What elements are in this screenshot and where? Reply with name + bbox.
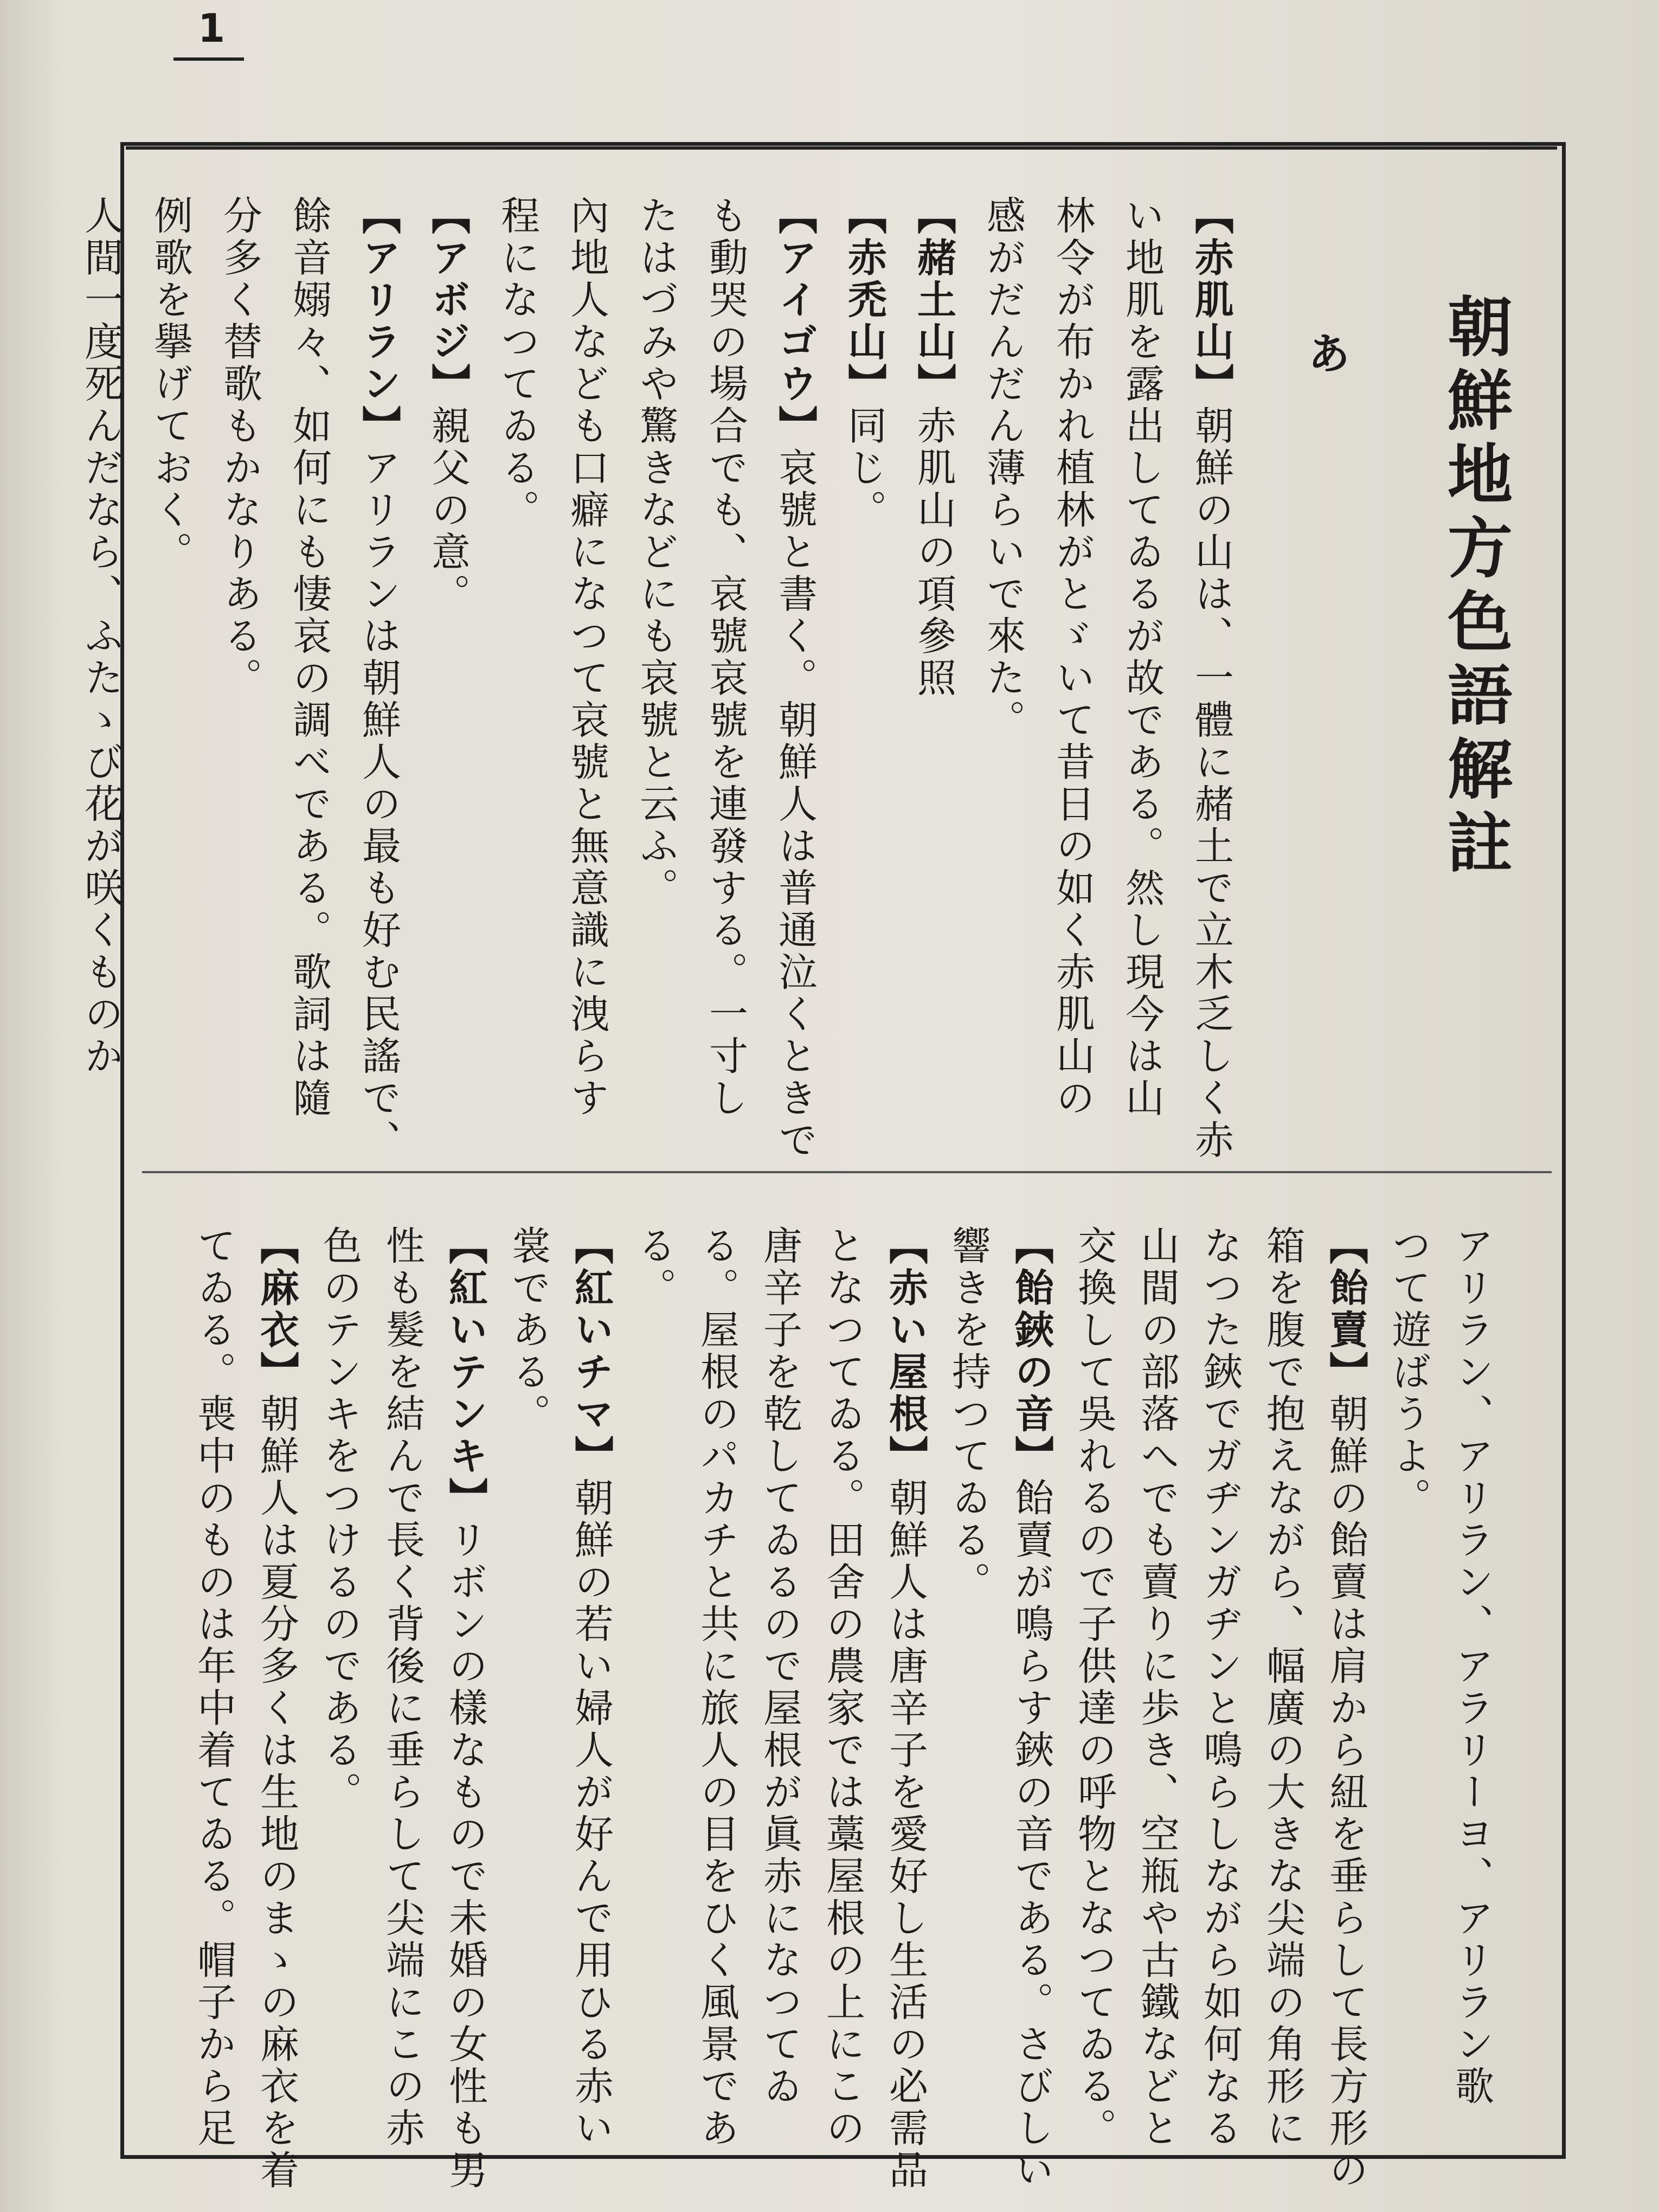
entry-text: 感がだんだん薄らいで來た。	[980, 195, 1026, 742]
entry-text: 餘音嫋々、如何にも悽哀の調べである。歌詞は隨	[286, 195, 332, 1120]
entry-text: 朝鮮の飴賣は肩から紐を垂らして長方形の	[1323, 1393, 1368, 2192]
entry-text: 裳である。	[505, 1225, 551, 1436]
text-column	[772, 195, 818, 1162]
text-column	[883, 1225, 928, 2192]
entry-text: リボンの樣なもので未婚の女性も男	[442, 1519, 488, 2192]
text-column	[147, 195, 193, 574]
text-column	[317, 1225, 362, 1814]
entry-headword: 【アリラン】	[356, 195, 401, 447]
text-column	[286, 195, 332, 1120]
entry-text: 朝鮮人は唐辛子を愛好し生活の必需品	[883, 1477, 928, 2192]
entry-text: い地肌を露出してゐるが故である。然し現今は山	[1119, 195, 1165, 1120]
text-column	[1197, 1225, 1243, 2150]
text-column	[980, 195, 1026, 742]
entry-text: も動哭の場合でも、哀號哀號を連發する。一寸し	[703, 195, 748, 1120]
entry-text: 飴賣が鳴らす鋏の音である。さびしい	[1008, 1477, 1054, 2192]
text-column	[191, 1225, 236, 2150]
kana-heading: あ	[1300, 331, 1351, 374]
entry-text: つて遊ばうよ。	[1386, 1225, 1431, 1520]
text-column	[1323, 1225, 1368, 2192]
entry-text: 色のテンキをつけるのである。	[317, 1225, 362, 1814]
text-column	[694, 1225, 740, 2150]
entry-headword: 【赤肌山】	[1188, 195, 1234, 406]
entry-headword: 【紅いテンキ】	[442, 1225, 488, 1520]
entry-headword: 【アイゴウ】	[772, 195, 818, 447]
text-column	[703, 195, 748, 1120]
entry-text: 赤肌山の項參照	[911, 405, 956, 699]
entry-text: 林令が布かれ植林がとゞいて昔日の如く赤肌山の	[1050, 195, 1095, 1120]
text-column	[841, 195, 887, 531]
upper-section	[78, 163, 1540, 1162]
entry-headword: 【飴賣】	[1323, 1225, 1368, 1393]
entry-text: 響きを持つてゐる。	[946, 1225, 991, 1604]
page-number-rule	[173, 57, 244, 61]
text-column	[1071, 1225, 1117, 2150]
entry-text: なつた鋏でガヂンガヂンと鳴らしながら如何なる	[1197, 1225, 1243, 2150]
text-column	[564, 195, 609, 1120]
text-column	[1008, 1225, 1054, 2192]
text-column	[505, 1225, 551, 1436]
entry-text: となつてゐる。田舍の農家では藁屋根の上にこの	[820, 1225, 865, 2150]
entry-headword: 【紅いチマ】	[568, 1225, 614, 1477]
entry-text: 朝鮮の山は、一體に赭土で立木乏しく赤	[1188, 405, 1234, 1162]
entry-headword: 【麻衣】	[254, 1225, 299, 1393]
page-number: 1	[197, 5, 226, 51]
entry-text: 箱を腹で抱えながら、幅廣の大きな尖端の角形に	[1260, 1225, 1306, 2150]
text-column	[820, 1225, 865, 2150]
entry-text: アリラン、アリラン、アラリーヨ、アリラン歌	[1449, 1225, 1494, 2108]
text-column	[494, 195, 540, 531]
text-column	[380, 1225, 425, 2150]
text-column	[631, 1225, 677, 1309]
entry-text: たはづみや驚きなどにも哀號と云ふ。	[633, 195, 679, 910]
text-column	[254, 1225, 299, 2192]
text-column	[911, 195, 956, 699]
entry-text: 朝鮮人は夏分多くは生地のまゝの麻衣を着	[254, 1393, 299, 2192]
entry-text: 唐辛子を乾してゐるので屋根が眞赤になつてゐ	[757, 1225, 802, 2108]
text-column	[217, 195, 262, 699]
entry-text: てゐる。喪中のものは年中着てゐる。帽子から足	[191, 1225, 236, 2150]
text-column	[442, 1225, 488, 2192]
text-column	[1119, 195, 1165, 1120]
text-column	[1050, 195, 1095, 1120]
text-column	[946, 1225, 991, 1604]
entry-text: 性も髮を結んで長く背後に垂らして尖端にこの赤	[380, 1225, 425, 2150]
entry-text: る。	[631, 1225, 677, 1309]
text-column	[1188, 195, 1234, 1162]
text-column	[757, 1225, 802, 2108]
text-column	[1134, 1225, 1180, 2150]
text-column	[1449, 1225, 1494, 2108]
entry-text: 同じ。	[841, 405, 887, 531]
entry-text: 程になつてゐる。	[494, 195, 540, 531]
lower-section	[163, 1193, 1540, 2192]
text-column	[356, 195, 401, 1162]
text-column	[425, 195, 471, 615]
text-column	[633, 195, 679, 910]
entry-headword: 【赤禿山】	[841, 195, 887, 406]
entry-headword: 【赭土山】	[911, 195, 956, 406]
entry-headword: 【アボジ】	[425, 195, 471, 406]
entry-text: 山間の部落へでも賣りに歩き、空瓶や古鐵などと	[1134, 1225, 1180, 2150]
section-divider	[142, 1171, 1552, 1173]
entry-text: アリランは朝鮮人の最も好む民謠で、	[356, 447, 401, 1162]
entry-text: る。屋根のパカチと共に旅人の目をひく風景であ	[694, 1225, 740, 2150]
text-column	[78, 195, 124, 1078]
entry-text: 例歌を擧げておく。	[147, 195, 193, 574]
entry-text: 分多く替歌もかなりある。	[217, 195, 262, 699]
frame-top-rule	[126, 146, 1557, 150]
entry-text: 交換して吳れるので子供達の呼物となつてゐる。	[1071, 1225, 1117, 2150]
entry-headword: 【飴鋏の音】	[1008, 1225, 1054, 1477]
entry-text: 親父の意。	[425, 405, 471, 615]
text-column	[1386, 1225, 1431, 1520]
entry-text: 內地人なども口癖になつて哀號と無意識に洩らす	[564, 195, 609, 1120]
entry-headword: 【赤い屋根】	[883, 1225, 928, 1477]
text-column	[1260, 1225, 1306, 2150]
entry-text: 朝鮮の若い婦人が好んで用ひる赤い	[568, 1477, 614, 2150]
entry-text: 人間一度死んだなら、ふたゝび花が咲くものか	[78, 195, 124, 1078]
text-column	[568, 1225, 614, 2150]
page-title: 朝鮮地方色語解註	[1437, 293, 1513, 883]
entry-text: 哀號と書く。朝鮮人は普通泣くときで	[772, 447, 818, 1162]
